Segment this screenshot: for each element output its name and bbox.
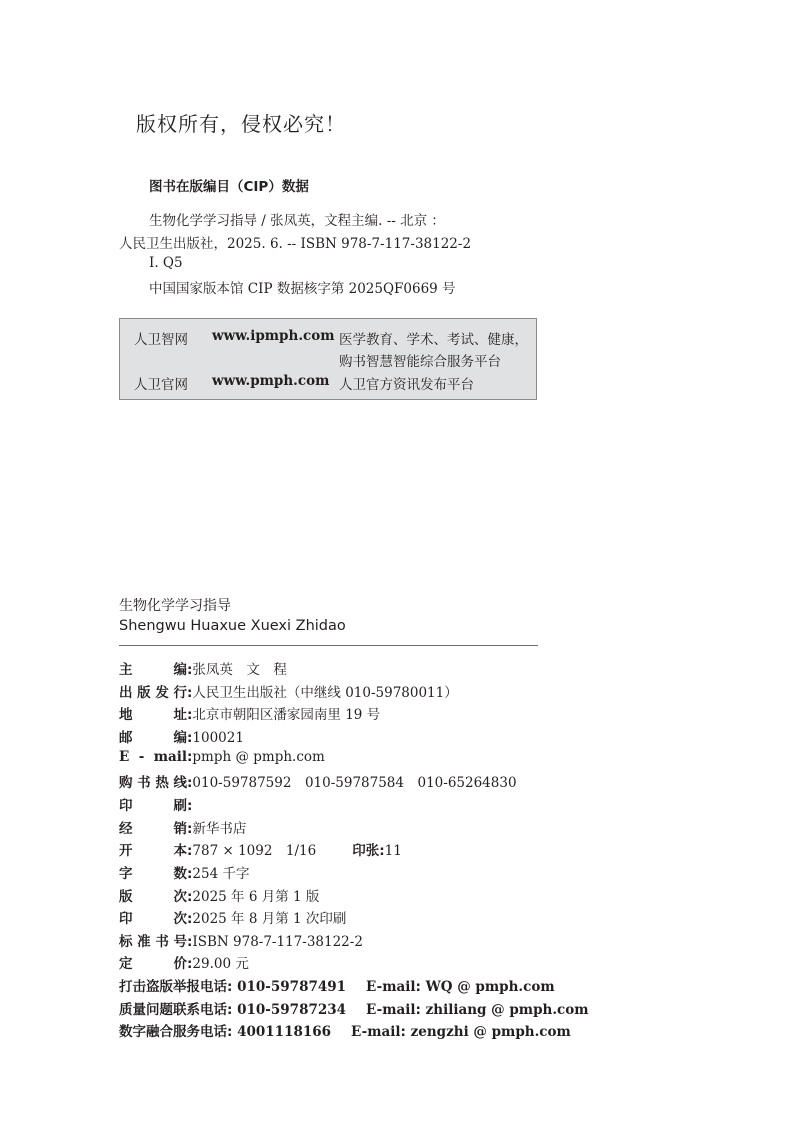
meta-row-distributor: 经销:新华书店 — [119, 817, 246, 839]
platform-desc-ipmph-2: 购书智慧智能综合服务平台 — [339, 354, 501, 370]
meta-label: 定价 — [119, 956, 187, 972]
meta-label: 开本 — [119, 843, 187, 859]
book-title-chinese: 生物化学学习指导 — [119, 598, 231, 614]
contact-phone[interactable]: 010-59787234 — [237, 1002, 347, 1018]
title-divider — [119, 645, 538, 646]
meta-row-printing: 印次:2025 年 8 月第 1 次印刷 — [119, 907, 346, 929]
contact-phone[interactable]: 4001118166 — [237, 1024, 332, 1040]
meta-label: 出版发行 — [119, 685, 187, 701]
meta-row-isbn: 标准书号:ISBN 978-7-117-38122-2 — [119, 930, 363, 952]
cip-heading: 图书在版编目（CIP）数据 — [149, 179, 309, 195]
contact-row-quality: 质量问题联系电话: 010-59787234 E-mail: zhiliang @ pmph.com — [119, 1002, 589, 1018]
meta-value: 新华书店 — [192, 821, 247, 837]
meta-row-printer: 印刷: — [119, 794, 192, 816]
meta-value: 100021 — [192, 730, 244, 746]
contact-label: 质量问题联系电话 — [119, 1002, 227, 1018]
meta-label: 邮编 — [119, 730, 187, 746]
contact-label: 数字融合服务电话 — [119, 1024, 227, 1040]
meta-value: 29.00 元 — [192, 956, 249, 972]
cip-line-1: 生物化学学习指导 / 张凤英，文程主编. -- 北京 ： — [149, 213, 445, 229]
cip-line-4: 中国国家版本馆 CIP 数据核字第 2025QF0669 号 — [149, 281, 456, 297]
book-title-pinyin: Shengwu Huaxue Xuexi Zhidao — [119, 618, 346, 634]
copyright-notice: 版权所有，侵权必究！ — [136, 112, 346, 136]
platform-desc-ipmph-1: 医学教育、学术、考试、健康， — [339, 332, 528, 348]
meta-label: 标准书号 — [119, 934, 187, 950]
meta-row-price: 定价:29.00 元 — [119, 952, 249, 974]
contact-email[interactable]: zhiliang @ pmph.com — [425, 1002, 589, 1018]
cip-line-3: Ⅰ. Q5 — [149, 255, 183, 271]
meta-row-postcode: 邮编:100021 — [119, 726, 244, 748]
meta-value: 2025 年 8 月第 1 次印刷 — [192, 911, 347, 927]
platform-info-box — [119, 318, 537, 400]
contact-label: 打击盗版举报电话 — [119, 979, 227, 995]
meta-value[interactable]: pmph @ pmph.com — [192, 749, 325, 765]
meta-row-edition: 版次:2025 年 6 月第 1 版 — [119, 885, 319, 907]
contact-email-label: E-mail — [351, 1024, 401, 1040]
contact-phone[interactable]: 010-59787491 — [237, 979, 347, 995]
contact-row-digital: 数字融合服务电话: 4001118166 E-mail: zengzhi @ pmph.com — [119, 1024, 571, 1040]
contact-email[interactable]: zengzhi @ pmph.com — [410, 1024, 571, 1040]
meta-value: 254 千字 — [192, 866, 250, 882]
meta-row-editor: 主编:张凤英 文 程 — [119, 658, 287, 680]
meta-value: ISBN 978-7-117-38122-2 — [192, 934, 363, 950]
meta-label: 字数 — [119, 866, 187, 882]
meta-label: 印刷 — [119, 798, 187, 814]
meta-label: 版次 — [119, 889, 187, 905]
meta-value: 张凤英 文 程 — [192, 662, 287, 678]
meta-row-hotline: 购书热线:010-59787592 010-59787584 010-65264830 — [119, 771, 517, 793]
meta-label: 购书热线 — [119, 775, 187, 791]
meta-value: 人民卫生出版社（中继线 010-59780011） — [192, 685, 458, 701]
meta-row-format: 开本:787 × 1092 1/16 印张:11 — [119, 839, 402, 861]
sheets-value: 11 — [384, 843, 402, 859]
platform-name-ipmph: 人卫智网 — [134, 332, 188, 348]
platform-desc-pmph: 人卫官方资讯发布平台 — [339, 377, 474, 393]
contact-email-label: E-mail — [366, 979, 416, 995]
contact-email[interactable]: WQ @ pmph.com — [425, 979, 555, 995]
sheets-label: 印张 — [352, 843, 380, 859]
contact-email-label: E-mail — [366, 1002, 416, 1018]
contact-row-piracy: 打击盗版举报电话: 010-59787491 E-mail: WQ @ pmph.com — [119, 979, 555, 995]
meta-row-publisher: 出版发行:人民卫生出版社（中继线 010-59780011） — [119, 681, 458, 703]
meta-value: 2025 年 6 月第 1 版 — [192, 889, 320, 905]
meta-label: 主编 — [119, 662, 187, 678]
meta-row-wordcount: 字数:254 千字 — [119, 862, 249, 884]
meta-label: 地址 — [119, 707, 187, 723]
cip-line-2: 人民卫生出版社，2025. 6. -- ISBN 978-7-117-38122-2 — [119, 236, 472, 252]
meta-value: 北京市朝阳区潘家园南里 19 号 — [192, 707, 381, 723]
platform-name-pmph: 人卫官网 — [134, 377, 188, 393]
meta-value: 010-59787592 010-59787584 010-65264830 — [192, 775, 517, 791]
meta-value: 787 × 1092 1/16 — [192, 843, 317, 859]
platform-url-pmph[interactable]: www.pmph.com — [212, 373, 330, 389]
platform-url-ipmph[interactable]: www.ipmph.com — [212, 328, 335, 344]
meta-label: 印次 — [119, 911, 187, 927]
meta-row-email: E - mail:pmph @ pmph.com — [119, 749, 325, 765]
meta-label: E - mail — [119, 749, 187, 765]
meta-row-address: 地址:北京市朝阳区潘家园南里 19 号 — [119, 703, 380, 725]
meta-label: 经销 — [119, 821, 187, 837]
